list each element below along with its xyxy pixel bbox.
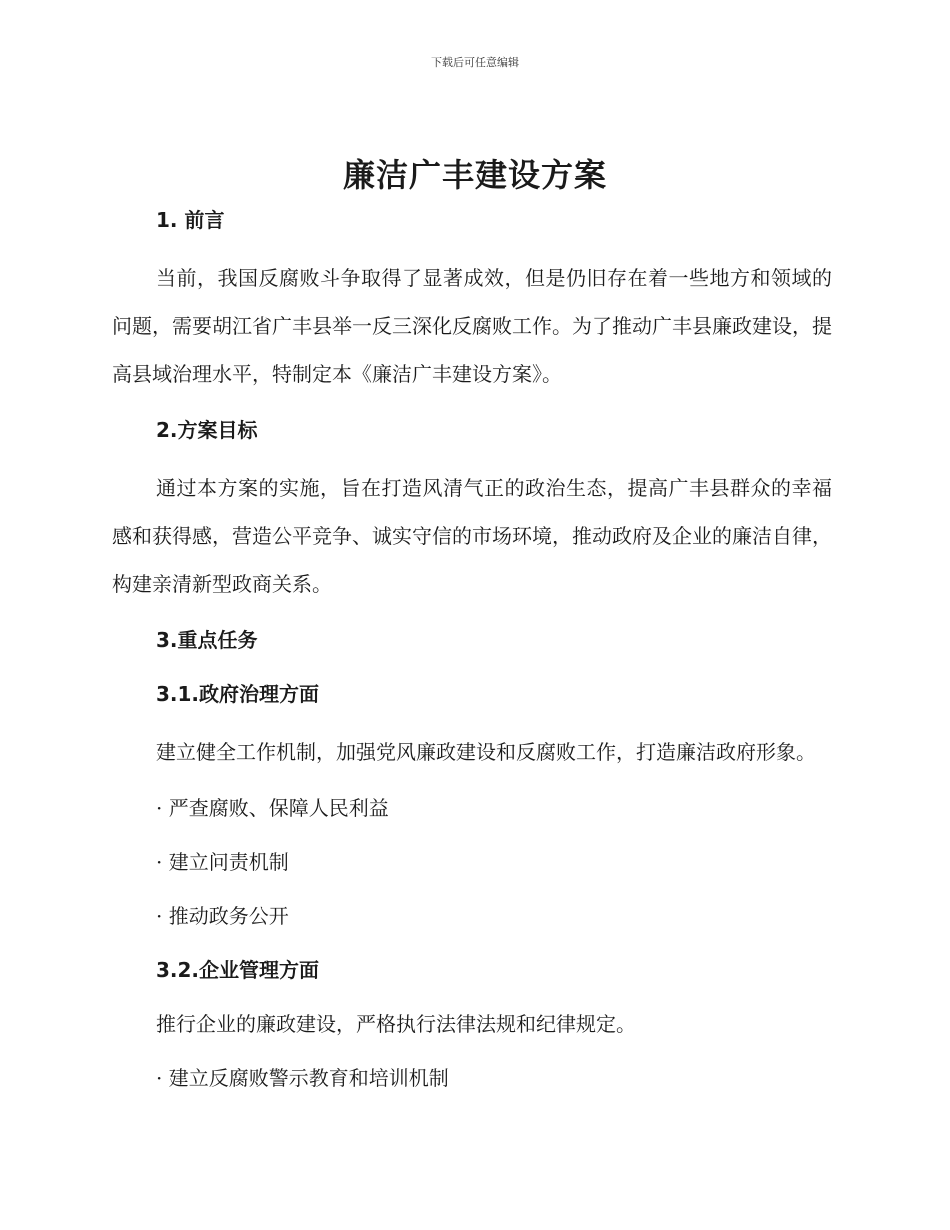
list-item: · 建立问责机制 bbox=[156, 850, 289, 874]
subsection-paragraph-enterprise: 推行企业的廉政建设，严格执行法律法规和纪律规定。 bbox=[156, 1012, 636, 1036]
section-paragraph-goals: 通过本方案的实施，旨在打造风清气正的政治生态，提高广丰县群众的幸福感和获得感，营造公平竞争、诚实守信的市场环境，推动政府及企业的廉洁自律，构建亲清新型政商关系。 bbox=[112, 476, 832, 596]
list-item: · 严查腐败、保障人民利益 bbox=[156, 796, 389, 820]
section-heading-preface: 1. 前言 bbox=[156, 208, 225, 232]
document-title: 廉洁广丰建设方案 bbox=[342, 156, 607, 194]
subsection-paragraph-government: 建立健全工作机制，加强党风廉政建设和反腐败工作，打造廉洁政府形象。 bbox=[156, 740, 816, 764]
subsection-heading-government: 3.1.政府治理方面 bbox=[156, 682, 320, 706]
subsection-heading-enterprise: 3.2.企业管理方面 bbox=[156, 958, 320, 982]
document-body bbox=[112, 200, 832, 1112]
list-item: · 建立反腐败警示教育和培训机制 bbox=[156, 1066, 449, 1090]
section-heading-key-tasks: 3.重点任务 bbox=[156, 628, 258, 652]
section-heading-goals: 2.方案目标 bbox=[156, 418, 258, 442]
page-header-note: 下载后可任意编辑 bbox=[431, 56, 519, 69]
list-item: · 推动政务公开 bbox=[156, 904, 289, 928]
section-paragraph-preface: 当前，我国反腐败斗争取得了显著成效，但是仍旧存在着一些地方和领域的问题，需要胡江省广丰县举一反三深化反腐败工作。为了推动广丰县廉政建设，提高县域治理水平，特制定本《廉洁广丰建设方案》。 bbox=[112, 266, 832, 386]
